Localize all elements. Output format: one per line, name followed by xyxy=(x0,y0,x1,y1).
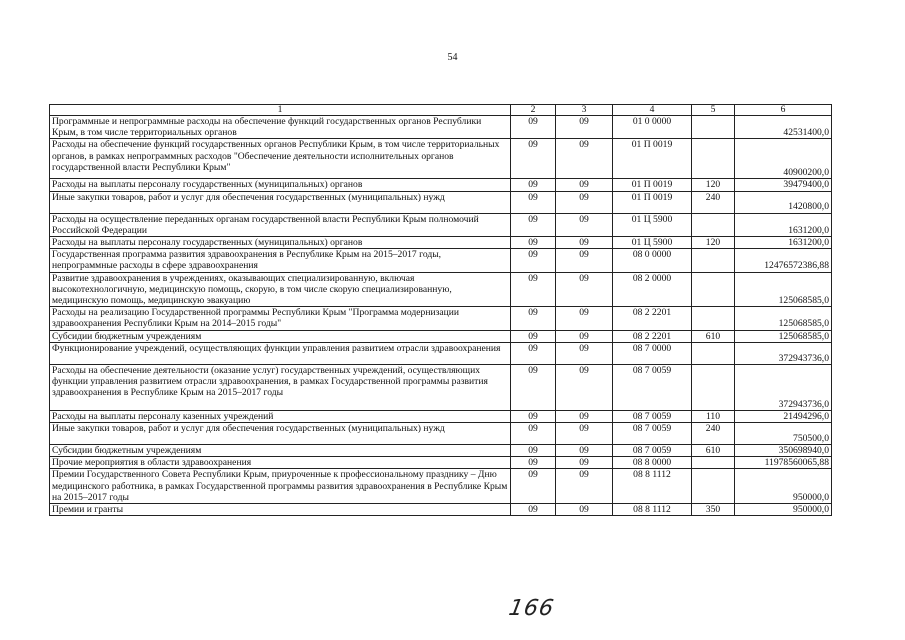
table-row xyxy=(50,179,832,191)
row-name: Расходы на выплаты персоналу казенных учреждений xyxy=(50,410,511,422)
row-amount: 125068585,0 xyxy=(735,330,832,342)
table-row xyxy=(50,457,832,469)
row-subsection: 09 xyxy=(556,213,613,236)
row-subsection: 09 xyxy=(556,191,613,213)
row-subsection: 09 xyxy=(556,330,613,342)
row-amount: 12476572386,88 xyxy=(735,249,832,272)
row-name: Иные закупки товаров, работ и услуг для обеспечения государственных (муниципальных) нужд xyxy=(50,191,511,213)
row-name: Программные и непрограммные расходы на обеспечение функций государственных органов Республики Крым, в том числе территориальных органов xyxy=(50,116,511,139)
row-section: 09 xyxy=(511,457,556,469)
row-name: Премии и гранты xyxy=(50,504,511,516)
table-row xyxy=(50,213,832,236)
row-subsection: 09 xyxy=(556,307,613,330)
row-name: Расходы на выплаты персоналу государственных (муниципальных) органов xyxy=(50,179,511,191)
row-section: 09 xyxy=(511,116,556,139)
table-row xyxy=(50,116,832,139)
table-row xyxy=(50,249,832,272)
row-subsection: 09 xyxy=(556,179,613,191)
row-section: 09 xyxy=(511,445,556,457)
row-target-code: 01 П 0019 xyxy=(613,191,692,213)
row-target-code: 08 2 2201 xyxy=(613,330,692,342)
column-header: 4 xyxy=(613,105,692,116)
table-row xyxy=(50,469,832,504)
row-amount: 1631200,0 xyxy=(735,237,832,249)
row-amount: 372943736,0 xyxy=(735,364,832,410)
table-row xyxy=(50,504,832,516)
row-section: 09 xyxy=(511,504,556,516)
row-expense-kind xyxy=(692,364,735,410)
row-name: Функционирование учреждений, осуществляющих функции управления развитием отрасли здравоохранения xyxy=(50,342,511,364)
row-amount: 350698940,0 xyxy=(735,445,832,457)
row-section: 09 xyxy=(511,330,556,342)
row-subsection: 09 xyxy=(556,423,613,445)
column-header: 6 xyxy=(735,105,832,116)
page-number: 54 xyxy=(447,52,458,63)
row-expense-kind xyxy=(692,116,735,139)
row-section: 09 xyxy=(511,272,556,307)
row-target-code: 01 П 0019 xyxy=(613,179,692,191)
row-name: Прочие мероприятия в области здравоохранения xyxy=(50,457,511,469)
row-amount: 11978560065,88 xyxy=(735,457,832,469)
row-expense-kind xyxy=(692,342,735,364)
row-name: Расходы на выплаты персоналу государственных (муниципальных) органов xyxy=(50,237,511,249)
column-header: 5 xyxy=(692,105,735,116)
row-target-code: 08 2 0000 xyxy=(613,272,692,307)
row-subsection: 09 xyxy=(556,410,613,422)
row-amount: 1631200,0 xyxy=(735,213,832,236)
row-name: Расходы на обеспечение деятельности (оказание услуг) государственных учреждений, осуществляющих функции управления развитием отрасли здравоохранения, в рамках Государственной программы развития здравоохранения в Республике Крым на 2015–2017 годы xyxy=(50,364,511,410)
table-row xyxy=(50,423,832,445)
row-expense-kind xyxy=(692,139,735,179)
row-amount: 950000,0 xyxy=(735,469,832,504)
row-subsection: 09 xyxy=(556,342,613,364)
row-name: Субсидии бюджетным учреждениям xyxy=(50,445,511,457)
row-name: Расходы на реализацию Государственной программы Республики Крым "Программа модернизации здравоохранения Республики Крым на 2014–2015 годы" xyxy=(50,307,511,330)
row-subsection: 09 xyxy=(556,249,613,272)
row-target-code: 08 7 0059 xyxy=(613,410,692,422)
row-name: Субсидии бюджетным учреждениям xyxy=(50,330,511,342)
table-row xyxy=(50,410,832,422)
table-row xyxy=(50,342,832,364)
row-subsection: 09 xyxy=(556,139,613,179)
row-name: Расходы на обеспечение функций государственных органов Республики Крым, в том числе территориальных органов, в рамках непрограммных расходов "Обеспечение деятельности исполнительных органов государственной власти Республики Крым" xyxy=(50,139,511,179)
row-amount: 125068585,0 xyxy=(735,307,832,330)
table-row xyxy=(50,364,832,410)
row-expense-kind: 110 xyxy=(692,410,735,422)
budget-table xyxy=(49,104,832,516)
row-amount: 1420800,0 xyxy=(735,191,832,213)
row-subsection: 09 xyxy=(556,504,613,516)
row-section: 09 xyxy=(511,410,556,422)
row-expense-kind: 240 xyxy=(692,191,735,213)
row-section: 09 xyxy=(511,237,556,249)
table-row xyxy=(50,330,832,342)
row-amount: 950000,0 xyxy=(735,504,832,516)
row-subsection: 09 xyxy=(556,116,613,139)
row-target-code: 08 0 0000 xyxy=(613,249,692,272)
table-row xyxy=(50,191,832,213)
row-target-code: 08 7 0000 xyxy=(613,342,692,364)
row-target-code: 08 2 2201 xyxy=(613,307,692,330)
row-expense-kind xyxy=(692,213,735,236)
row-section: 09 xyxy=(511,307,556,330)
row-target-code: 08 7 0059 xyxy=(613,423,692,445)
row-target-code: 08 8 1112 xyxy=(613,504,692,516)
row-section: 09 xyxy=(511,139,556,179)
column-header: 1 xyxy=(50,105,511,116)
table-row xyxy=(50,237,832,249)
row-name: Расходы на осуществление переданных органам государственной власти Республики Крым полномочий Российской Федерации xyxy=(50,213,511,236)
row-target-code: 08 7 0059 xyxy=(613,364,692,410)
row-target-code: 08 8 0000 xyxy=(613,457,692,469)
row-section: 09 xyxy=(511,179,556,191)
row-name: Государственная программа развития здравоохранения в Республике Крым на 2015–2017 годы, непрограммные расходы в сфере здравоохранения xyxy=(50,249,511,272)
row-amount: 39479400,0 xyxy=(735,179,832,191)
row-target-code: 01 Ц 5900 xyxy=(613,213,692,236)
row-target-code: 08 7 0059 xyxy=(613,445,692,457)
row-subsection: 09 xyxy=(556,445,613,457)
row-subsection: 09 xyxy=(556,469,613,504)
row-expense-kind: 120 xyxy=(692,237,735,249)
row-expense-kind: 240 xyxy=(692,423,735,445)
row-section: 09 xyxy=(511,364,556,410)
row-expense-kind xyxy=(692,249,735,272)
row-expense-kind xyxy=(692,457,735,469)
row-subsection: 09 xyxy=(556,457,613,469)
table-body xyxy=(50,105,832,516)
row-expense-kind: 610 xyxy=(692,330,735,342)
row-expense-kind xyxy=(692,272,735,307)
row-section: 09 xyxy=(511,469,556,504)
row-amount: 42531400,0 xyxy=(735,116,832,139)
row-target-code: 08 8 1112 xyxy=(613,469,692,504)
row-section: 09 xyxy=(511,213,556,236)
row-name: Развитие здравоохранения в учреждениях, оказывающих специализированную, включая высокотехнологичную, медицинскую помощь, скорую, в том числе скорую специализированную, медицинскую помощь, медицинскую эвакуацию xyxy=(50,272,511,307)
column-header: 2 xyxy=(511,105,556,116)
row-expense-kind: 350 xyxy=(692,504,735,516)
table-header-row xyxy=(50,105,832,116)
table-row xyxy=(50,139,832,179)
row-section: 09 xyxy=(511,342,556,364)
row-name: Иные закупки товаров, работ и услуг для обеспечения государственных (муниципальных) нужд xyxy=(50,423,511,445)
row-expense-kind: 610 xyxy=(692,445,735,457)
row-amount: 40900200,0 xyxy=(735,139,832,179)
row-section: 09 xyxy=(511,423,556,445)
row-amount: 125068585,0 xyxy=(735,272,832,307)
row-subsection: 09 xyxy=(556,364,613,410)
row-expense-kind xyxy=(692,469,735,504)
row-subsection: 09 xyxy=(556,272,613,307)
row-subsection: 09 xyxy=(556,237,613,249)
row-amount: 750500,0 xyxy=(735,423,832,445)
row-target-code: 01 П 0019 xyxy=(613,139,692,179)
row-target-code: 01 0 0000 xyxy=(613,116,692,139)
handwritten-page-number: 166 xyxy=(506,596,557,621)
column-header: 3 xyxy=(556,105,613,116)
table-row xyxy=(50,307,832,330)
row-section: 09 xyxy=(511,191,556,213)
table-row xyxy=(50,272,832,307)
table-row xyxy=(50,445,832,457)
row-amount: 21494296,0 xyxy=(735,410,832,422)
row-expense-kind: 120 xyxy=(692,179,735,191)
row-expense-kind xyxy=(692,307,735,330)
row-name: Премии Государственного Совета Республики Крым, приуроченные к профессиональному празднику – Дню медицинского работника, в рамках Государственной программы развития здравоохранения в Республике Крым на 2015–2017 годы xyxy=(50,469,511,504)
row-amount: 372943736,0 xyxy=(735,342,832,364)
row-section: 09 xyxy=(511,249,556,272)
row-target-code: 01 Ц 5900 xyxy=(613,237,692,249)
